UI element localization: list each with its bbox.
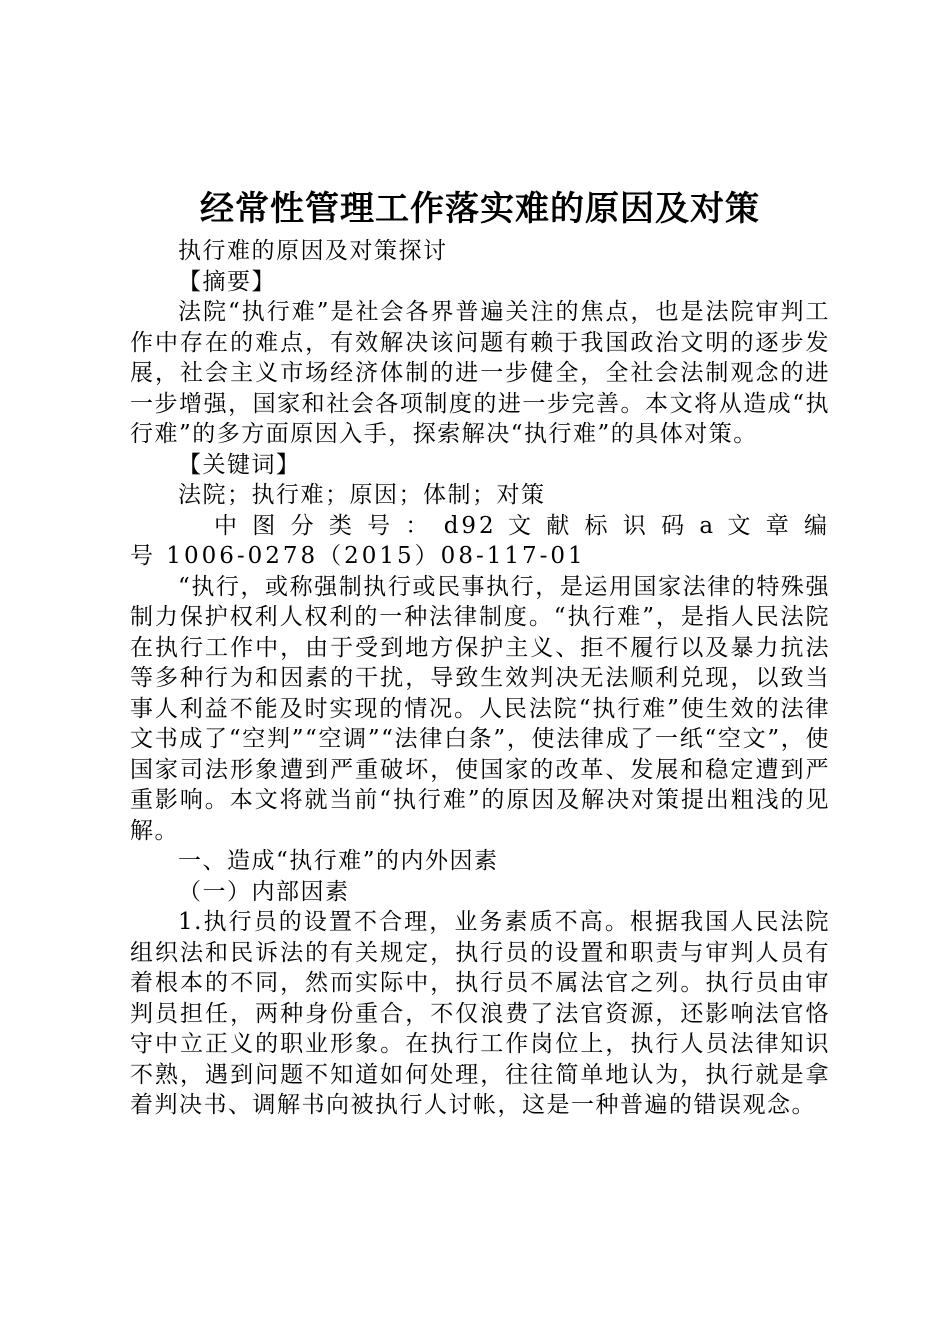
point-paragraph: 1.执行员的设置不合理，业务素质不高。根据我国人民法院组织法和民诉法的有关规定，执行员的设置和职责与审判人员有着根本的不同，然而实际中，执行员不属法官之列。执行员由审判员担任，两种身份重合，不仅浪费了法官资源，还影响法官恪守中立正义的职业形象。在执行工作岗位上，执行人员法律知识不熟，遇到问题不知道如何处理，往往简单地认为，执行就是拿着判决书、调解书向被执行人讨帐，这是一种普遍的错误观念。 [130,909,830,1118]
keywords-paragraph: 法院；执行难；原因；体制；对策 [178,482,546,508]
section-heading: 一、造成“执行难”的内外因素 [178,848,499,874]
document-title: 经常性管理工作落实难的原因及对策 [200,189,760,229]
intro-paragraph: “执行，或称强制执行或民事执行，是运用国家法律的特殊强制力保护权利人权利的一种法律制度。“执行难”，是指人民法院在执行工作中，由于受到地方保护主义、拒不履行以及暴力抗法等多种行为和因素的干扰，导致生效判决无法顺利兑现，以致当事人利益不能及时实现的情况。人民法院“执行难”使生效的法律文书成了“空判”“空调”“法律白条”，使法律成了一纸“空文”，使国家司法形象遭到严重破坏，使国家的改革、发展和稳定遭到严重影响。本文将就当前“执行难”的原因及解决对策提出粗浅的见解。 [130,573,830,844]
abstract-paragraph: 法院“执行难”是社会各界普遍关注的焦点，也是法院审判工作中存在的难点，有效解决该问题有赖于我国政治文明的逐步发展，社会主义市场经济体制的进一步健全，全社会法制观念的进一步增强，国家和社会各项制度的进一步完善。本文将从造成“执行难”的多方面原因入手，探索解决“执行难”的具体对策。 [130,299,830,447]
classification-line: 中 图 分 类 号 ： d92 文 献 标 识 码 a 文 章 编 号 1006-0278（2015）08-117-01 [130,512,830,569]
document-page [130,182,830,1121]
abstract-label: 【摘要】 [178,268,276,295]
keywords-label: 【关键词】 [178,451,301,478]
document-subtitle: 执行难的原因及对策探讨 [178,238,448,264]
subsection-heading: （一）内部因素 [178,878,350,905]
